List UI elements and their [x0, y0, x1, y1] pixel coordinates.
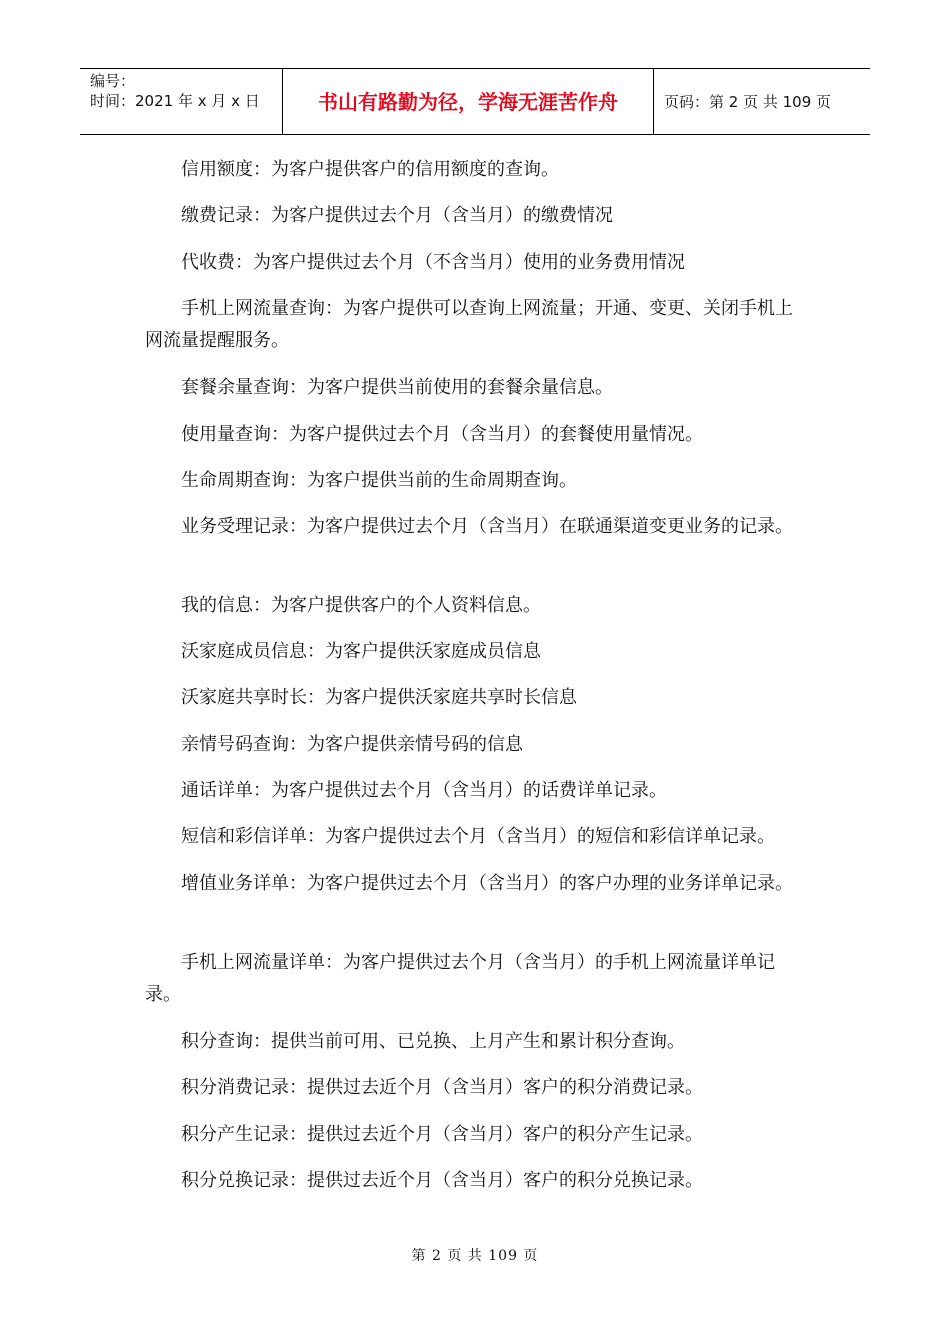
paragraph: 缴费记录：为客户提供过去个月（含当月）的缴费情况 — [181, 205, 613, 226]
paragraph: 亲情号码查询：为客户提供亲情号码的信息 — [181, 734, 523, 755]
paragraph: 套餐余量查询：为客户提供当前使用的套餐余量信息。 — [181, 377, 613, 398]
page-footer: 第 2 页 共 109 页 — [411, 1248, 539, 1264]
paragraph: 代收费：为客户提供过去个月（不含当月）使用的业务费用情况 — [181, 252, 685, 273]
paragraph: 沃家庭成员信息：为客户提供沃家庭成员信息 — [181, 641, 541, 662]
page-header — [80, 68, 870, 135]
paragraph: 手机上网流量详单：为客户提供过去个月（含当月）的手机上网流量详单记录。 — [145, 952, 775, 1005]
paragraph: 积分消费记录：提供过去近个月（含当月）客户的积分消费记录。 — [181, 1077, 703, 1098]
paragraph: 业务受理记录：为客户提供过去个月（含当月）在联通渠道变更业务的记录。 — [181, 516, 793, 537]
paragraph: 信用额度：为客户提供客户的信用额度的查询。 — [181, 159, 559, 180]
paragraph: 沃家庭共享时长：为客户提供沃家庭共享时长信息 — [181, 687, 577, 708]
header-page-info: 页码：第 2 页 共 109 页 — [664, 93, 832, 111]
paragraph: 使用量查询：为客户提供过去个月（含当月）的套餐使用量情况。 — [181, 424, 703, 445]
document-date: 时间：2021 年 x 月 x 日 — [90, 92, 260, 110]
paragraph: 增值业务详单：为客户提供过去个月（含当月）的客户办理的业务详单记录。 — [181, 873, 793, 894]
paragraph: 我的信息：为客户提供客户的个人资料信息。 — [181, 595, 541, 616]
paragraph: 短信和彩信详单：为客户提供过去个月（含当月）的短信和彩信详单记录。 — [181, 826, 775, 847]
paragraph: 通话详单：为客户提供过去个月（含当月）的话费详单记录。 — [181, 780, 667, 801]
paragraph: 手机上网流量查询：为客户提供可以查询上网流量；开通、变更、关闭手机上网流量提醒服务。 — [145, 298, 793, 351]
paragraph: 生命周期查询：为客户提供当前的生命周期查询。 — [181, 470, 577, 491]
header-motto: 书山有路勤为径，学海无涯苦作舟 — [282, 69, 654, 135]
paragraph: 积分查询：提供当前可用、已兑换、上月产生和累计积分查询。 — [181, 1031, 685, 1052]
document-number-label: 编号： — [90, 72, 136, 90]
paragraph: 积分产生记录：提供过去近个月（含当月）客户的积分产生记录。 — [181, 1124, 703, 1145]
paragraph: 积分兑换记录：提供过去近个月（含当月）客户的积分兑换记录。 — [181, 1170, 703, 1191]
header-meta — [80, 69, 282, 135]
